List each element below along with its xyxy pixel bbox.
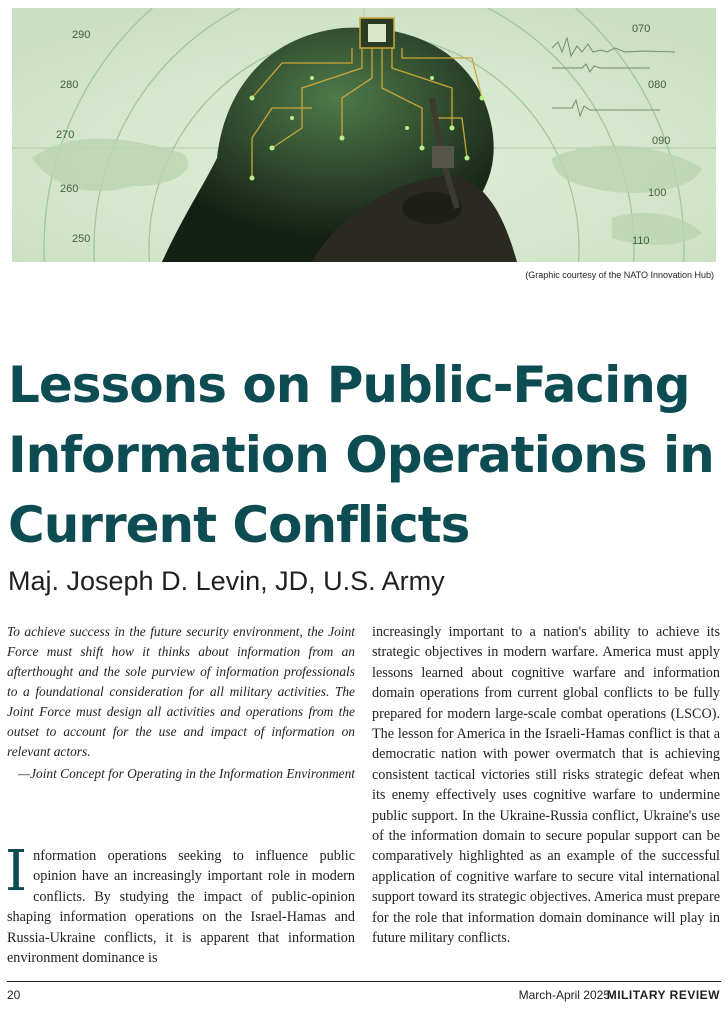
epigraph-source: —Joint Concept for Operating in the Information Environment [18, 766, 355, 781]
scale-right-label: 070 [632, 23, 651, 35]
title-line: Lessons on Public-Facing [8, 356, 690, 414]
scale-left-label: 270 [56, 129, 75, 141]
author-byline: Maj. Joseph D. Levin, JD, U.S. Army [8, 566, 445, 596]
issue-date: March-April 2025 [518, 988, 610, 1002]
right-column [372, 622, 720, 949]
scale-left-label: 290 [72, 29, 91, 41]
title-line: Information Operations in [8, 426, 714, 484]
scale-left-label: 250 [72, 233, 91, 245]
scale-right-label: 080 [648, 79, 667, 91]
body-paragraph: increasingly important to a nation's ability to achieve its strategic objectives in modern warfare. America must apply lessons learned about cognitive warfare and information domain operations from current global conflicts to be fully prepared for modern large-scale combat operations (LSCO). The lesson for America in the Israeli-Hamas conflict is that a democratic nation with power overmatch that is achieving consistent tactical victories still risks strategic defeat when its enemy effectively uses cognitive warfare to undermine public support. In the Ukraine-Russia conflict, Ukraine's use of the information domain to secure popular support can be comparatively highlighted as an example of the successful application of cognitive warfare to secure vital international support toward its strategic objectives. America must prepare for the role that information domain dominance will play in future military conflicts. [372, 624, 720, 947]
scale-right-label: 090 [652, 135, 671, 147]
drop-cap: I [5, 839, 28, 904]
article-title [8, 350, 720, 560]
page-number: 20 [7, 988, 21, 1002]
header-image [12, 8, 716, 262]
left-column [7, 622, 355, 784]
title-line: Current Conflicts [8, 496, 470, 554]
intro-text: nformation operations seeking to influence public opinion have an increasingly important role in modern conflicts. By studying the impact of public-opinion shaping information operations on the Israel-Hamas and Russia-Ukraine conflicts, it is apparent that information environment dominance is [7, 848, 355, 967]
header-illustration [12, 8, 716, 262]
epigraph-quote: To achieve success in the future security environment, the Joint Force must shift how it thinks about information from an afterthought and the sole purview of information professionals to a foundational consideration for all military activities. The Joint Force must design all activities and operations from the outset to account for the use and impact of information on relevant actors. [7, 624, 355, 759]
scale-left-label: 280 [60, 79, 79, 91]
scale-left-label: 260 [60, 183, 79, 195]
image-credit: (Graphic courtesy of the NATO Innovation Hub) [525, 270, 714, 280]
scale-right-label: 110 [632, 235, 650, 247]
intro-paragraph [5, 839, 355, 968]
scale-right-label: 100 [648, 187, 667, 199]
footer-rule [7, 981, 721, 982]
magazine-name: MILITARY REVIEW [606, 988, 720, 1002]
